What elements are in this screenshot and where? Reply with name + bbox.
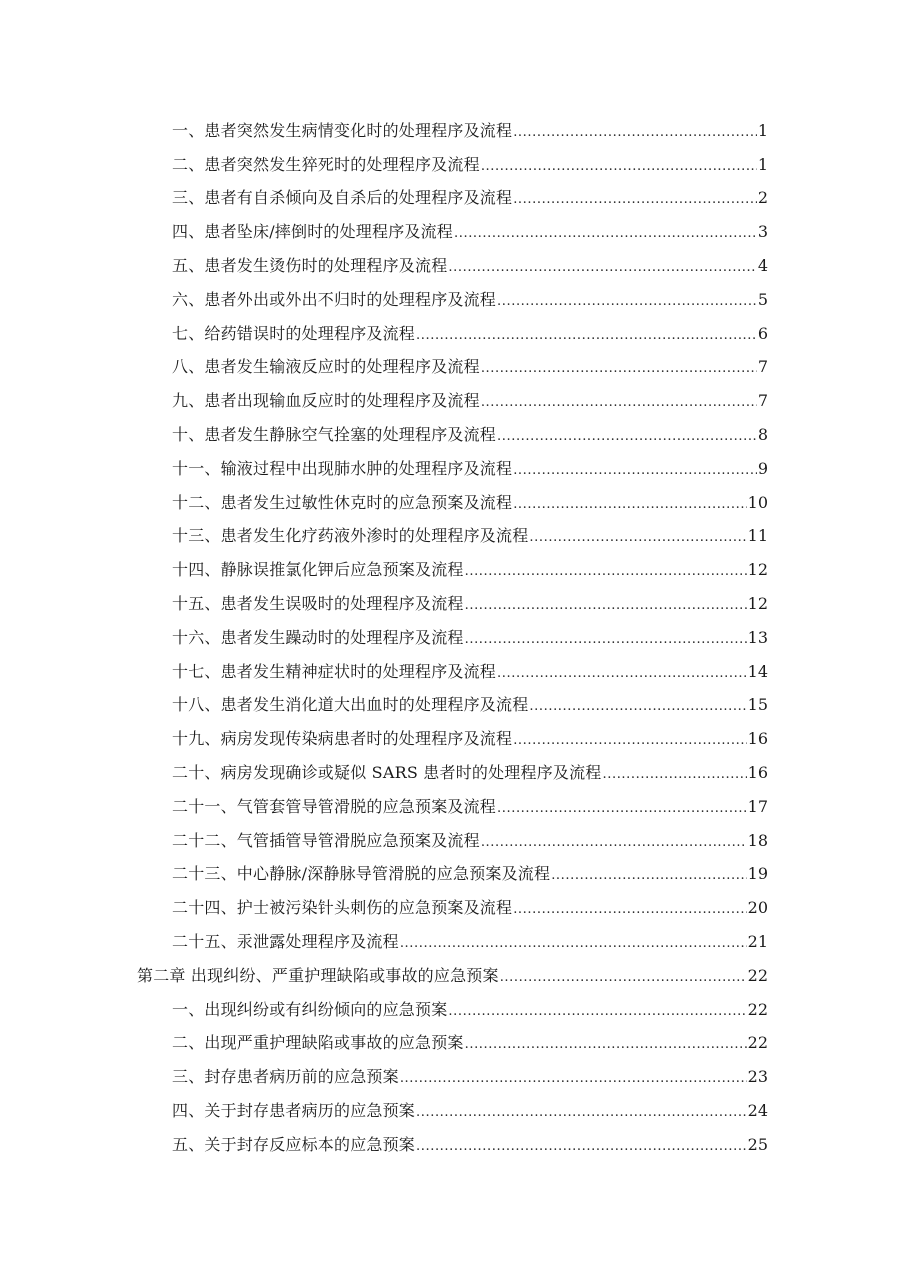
toc-page-number: 24 <box>747 1101 768 1120</box>
toc-dot-leader <box>551 864 746 884</box>
toc-entry-title: 一、患者突然发生病情变化时的处理程序及流程 <box>172 120 513 140</box>
toc-dot-leader <box>513 121 757 141</box>
toc-entry[interactable] <box>172 790 768 824</box>
toc-entry[interactable] <box>172 351 768 385</box>
toc-dot-leader <box>400 1067 747 1087</box>
toc-entry[interactable] <box>172 993 768 1027</box>
toc-page-number: 18 <box>747 830 768 850</box>
toc-page-number: 13 <box>747 627 768 647</box>
toc-page-number: 14 <box>747 661 768 681</box>
toc-page-number: 17 <box>747 796 768 816</box>
toc-entry[interactable] <box>172 418 768 452</box>
toc-dot-leader <box>513 729 746 749</box>
toc-dot-leader <box>400 932 747 952</box>
toc-dot-leader <box>416 1135 747 1155</box>
toc-dot-leader <box>513 459 757 479</box>
toc-page-number: 9 <box>757 458 768 478</box>
toc-dot-leader <box>513 188 757 208</box>
toc-entry-title: 二十、病房发现确诊或疑似 SARS 患者时的处理程序及流程 <box>172 763 602 783</box>
toc-entry[interactable] <box>172 486 768 520</box>
toc-entry-title: 二十四、护士被污染针头刺伤的应急预案及流程 <box>172 898 513 918</box>
toc-dot-leader <box>416 1101 747 1121</box>
toc-entry-title: 八、患者发生输液反应时的处理程序及流程 <box>172 357 480 377</box>
toc-entry[interactable] <box>172 722 768 756</box>
toc-page-number: 11 <box>747 526 768 546</box>
toc-entry[interactable] <box>172 520 768 554</box>
toc-entry[interactable] <box>172 689 768 723</box>
toc-page-number: 23 <box>747 1067 768 1087</box>
toc-entry[interactable] <box>172 655 768 689</box>
toc-entry-title: 二十一、气管套管导管滑脱的应急预案及流程 <box>172 796 497 816</box>
toc-entry[interactable] <box>172 249 768 283</box>
toc-entry-title: 二十二、气管插管导管滑脱应急预案及流程 <box>172 830 480 850</box>
toc-dot-leader <box>465 560 747 580</box>
toc-dot-leader <box>448 1000 746 1020</box>
toc-entry-title: 四、患者坠床/摔倒时的处理程序及流程 <box>172 222 453 242</box>
toc-page-number: 4 <box>757 256 768 276</box>
toc-entry[interactable] <box>172 858 768 892</box>
toc-entry-title: 五、患者发生烫伤时的处理程序及流程 <box>172 256 448 276</box>
toc-dot-leader <box>497 290 757 310</box>
toc-page-number: 19 <box>747 864 768 884</box>
toc-dot-leader <box>497 425 757 445</box>
toc-chapter-entry[interactable] <box>137 959 768 993</box>
toc-entry-title: 六、患者外出或外出不归时的处理程序及流程 <box>172 289 497 309</box>
toc-page-number: 1 <box>757 120 768 140</box>
toc-page-number: 5 <box>757 289 768 309</box>
table-of-contents <box>0 114 905 1162</box>
toc-entry[interactable] <box>172 621 768 655</box>
toc-entry-title: 三、封存患者病历前的应急预案 <box>172 1067 399 1087</box>
toc-entry-title: 二、患者突然发生猝死时的处理程序及流程 <box>172 154 480 174</box>
toc-entry[interactable] <box>172 756 768 790</box>
toc-page-number: 22 <box>747 1033 768 1053</box>
toc-entry[interactable] <box>172 925 768 959</box>
toc-dot-leader <box>513 898 746 918</box>
toc-dot-leader <box>513 493 746 513</box>
toc-entry-title: 十七、患者发生精神症状时的处理程序及流程 <box>172 661 497 681</box>
toc-dot-leader <box>529 695 746 715</box>
toc-page-number: 10 <box>747 492 768 512</box>
toc-page-number: 3 <box>757 222 768 242</box>
toc-entry-title: 十二、患者发生过敏性休克时的应急预案及流程 <box>172 492 513 512</box>
toc-page-number: 1 <box>757 154 768 174</box>
toc-entry-title: 四、关于封存患者病历的应急预案 <box>172 1101 416 1120</box>
toc-dot-leader <box>481 831 747 851</box>
toc-entry-title: 五、关于封存反应标本的应急预案 <box>172 1134 416 1154</box>
toc-dot-leader <box>465 628 747 648</box>
toc-page-number: 25 <box>747 1134 768 1154</box>
toc-dot-leader <box>465 1033 747 1053</box>
toc-entry-title: 十九、病房发现传染病患者时的处理程序及流程 <box>172 729 513 749</box>
toc-entry-title: 十一、输液过程中出现肺水肿的处理程序及流程 <box>172 458 513 478</box>
toc-entry[interactable] <box>172 553 768 587</box>
toc-page-number: 7 <box>757 357 768 377</box>
toc-page-number: 15 <box>747 695 768 715</box>
toc-entry-title: 十五、患者发生误吸时的处理程序及流程 <box>172 594 464 614</box>
toc-entry-title: 二、出现严重护理缺陷或事故的应急预案 <box>172 1033 464 1053</box>
toc-entry[interactable] <box>172 1027 768 1061</box>
toc-entry[interactable] <box>172 148 768 182</box>
toc-dot-leader <box>416 324 757 344</box>
toc-entry[interactable] <box>172 384 768 418</box>
toc-entry-title: 十四、静脉误推氯化钾后应急预案及流程 <box>172 560 464 580</box>
toc-page-number: 22 <box>747 999 768 1019</box>
toc-entry[interactable] <box>172 182 768 216</box>
toc-page-number: 16 <box>747 763 768 783</box>
toc-entry-title: 七、给药错误时的处理程序及流程 <box>172 323 416 343</box>
toc-entry-title: 二十五、汞泄露处理程序及流程 <box>172 932 399 952</box>
toc-entry-title: 十三、患者发生化疗药液外渗时的处理程序及流程 <box>172 526 529 546</box>
toc-entry-title: 十六、患者发生躁动时的处理程序及流程 <box>172 627 464 647</box>
toc-entry-title: 三、患者有自杀倾向及自杀后的处理程序及流程 <box>172 188 513 208</box>
toc-dot-leader <box>481 155 757 175</box>
toc-page-number: 12 <box>747 594 768 614</box>
toc-page-number: 8 <box>757 425 768 445</box>
toc-entry-title: 十、患者发生静脉空气拴塞的处理程序及流程 <box>172 425 497 445</box>
toc-entry[interactable] <box>172 891 768 925</box>
toc-page-number: 12 <box>747 560 768 580</box>
toc-page-number: 7 <box>757 391 768 411</box>
toc-entry[interactable] <box>172 587 768 621</box>
toc-dot-leader <box>454 222 757 242</box>
toc-dot-leader <box>497 662 747 682</box>
toc-entry[interactable] <box>172 283 768 317</box>
toc-page-number: 20 <box>747 898 768 918</box>
toc-entry-title: 一、出现纠纷或有纠纷倾向的应急预案 <box>172 999 448 1019</box>
toc-dot-leader <box>481 357 757 377</box>
toc-entry-title: 第二章 出现纠纷、严重护理缺陷或事故的应急预案 <box>137 965 499 985</box>
toc-entry-title: 二十三、中心静脉/深静脉导管滑脱的应急预案及流程 <box>172 864 551 884</box>
toc-entry-title: 十八、患者发生消化道大出血时的处理程序及流程 <box>172 695 529 715</box>
toc-entry[interactable] <box>172 1060 768 1094</box>
toc-entry[interactable] <box>172 114 768 148</box>
toc-entry[interactable] <box>172 317 768 351</box>
toc-dot-leader <box>603 763 747 783</box>
toc-entry[interactable] <box>172 215 768 249</box>
toc-page-number: 16 <box>747 729 768 749</box>
toc-dot-leader <box>497 797 747 817</box>
toc-page-number: 21 <box>747 932 768 952</box>
toc-page-number: 6 <box>757 323 768 343</box>
toc-dot-leader <box>529 526 746 546</box>
toc-entry[interactable] <box>172 452 768 486</box>
toc-entry-title: 九、患者出现输血反应时的处理程序及流程 <box>172 391 480 411</box>
toc-entry[interactable] <box>172 824 768 858</box>
toc-page-number: 22 <box>747 965 768 985</box>
toc-entry[interactable] <box>172 1094 768 1128</box>
toc-page-number: 2 <box>757 188 768 208</box>
toc-entry[interactable] <box>172 1128 768 1162</box>
toc-dot-leader <box>465 594 747 614</box>
toc-dot-leader <box>448 256 756 276</box>
toc-dot-leader <box>481 391 757 411</box>
toc-dot-leader <box>500 966 747 986</box>
